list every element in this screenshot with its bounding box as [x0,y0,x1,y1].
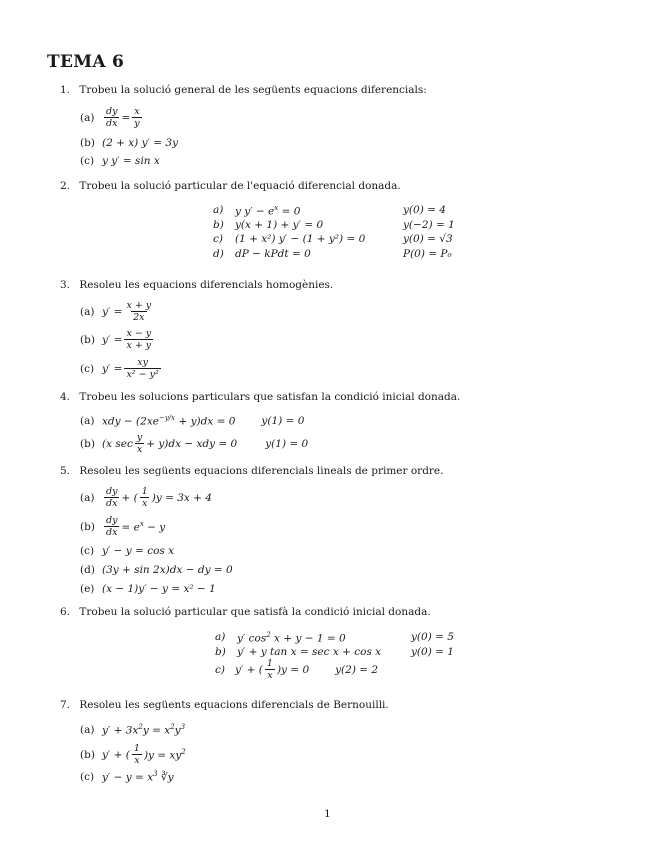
row-equation: y(x + 1) + y′ = 0 [235,218,324,231]
problem-4 [60,391,460,403]
problem-7-item-c [80,770,174,784]
initial-condition: y(1) = 0 [261,414,305,427]
problem-6 [60,606,431,618]
lhs: y′ = [102,333,123,346]
row-equation: (1 + x²) y′ − (1 + y²) = 0 [235,233,366,245]
problem-4-item-a [80,414,304,428]
problem-1-item-c [80,155,160,167]
row-label: c) [213,233,223,245]
row-equation: y $y' - e^x = 0$ [235,204,301,218]
equals-sign: = [121,111,131,124]
problem-number: 7. [60,699,71,711]
item-label: (e) [80,583,95,595]
row-label: a) [213,204,224,216]
equation: (x − 1)y′ − y = x² − 1 [102,583,216,595]
problem-3-item-b [80,328,155,351]
fraction [124,328,153,351]
problem-7-item-a [80,723,185,737]
denominator: x [136,444,143,455]
fraction [135,432,144,455]
row-condition: y(0) = 1 [411,645,454,658]
fraction [265,658,275,681]
problem-2 [60,180,401,192]
row-equation: y′ + y tan x = sec x + cos x [237,645,382,658]
expr-post: )y = 3x + 4 [151,491,212,504]
problem-1-item-a [80,106,144,129]
problem-text: Resoleu les següents equacions diferencials lineals de primer ordre. [79,465,444,477]
problem-text: Trobeu la solució particular de l'equació diferencial donada. [79,180,401,192]
problem-number: 2. [60,180,71,192]
row-equation: y′ $\cos^2 x + y - 1 = 0$ [237,631,346,645]
fraction [124,300,153,323]
problem-4-item-b [80,432,308,455]
row-condition: y(0) = √3 [403,233,453,245]
problem-5-item-b [80,515,165,538]
item-label: (c) [80,770,95,783]
fraction [104,486,119,509]
denominator: y [134,118,140,129]
equation: $y' + 3x^2y = x^2y^3$ [102,723,186,737]
denominator: x + y [126,340,152,351]
problem-6-item-c [215,658,378,681]
expr-post: + y)dx − xdy = 0 [146,437,238,450]
problem-5-item-a [80,486,212,509]
expr-post: = $e^x - y$ [121,519,166,534]
equation: (3y + sin 2x)dx − dy = 0 [102,564,233,576]
fraction [132,106,141,129]
expr-post: )y = 0 [276,663,310,676]
problem-text: Resoleu les equacions diferencials homogènies. [79,279,334,291]
item-label: (c) [80,362,95,375]
numerator: x [134,106,140,117]
problem-5 [60,465,444,477]
denominator: 2x [133,312,145,323]
denominator: x [142,498,148,509]
problem-3-item-a [80,300,155,323]
row-label: b) [213,218,224,231]
numerator: dy [106,106,118,117]
item-label: (c) [80,155,95,167]
numerator: y [136,432,143,443]
denominator: dx [106,118,118,129]
problem-text: Trobeu la solució general de les següents equacions diferencials: [79,84,427,96]
initial-condition: y(1) = 0 [265,437,309,450]
problem-text: Trobeu la solució particular que satisfà la condició inicial donada. [79,606,431,618]
expr-mid: + ( [121,491,138,504]
problem-1-item-b [80,137,178,149]
numerator: x − y [126,328,152,339]
problem-number: 3. [60,279,71,291]
lhs: y′ = [102,362,123,375]
row-label: c) [215,663,225,676]
equation: (2 + x) y′ = 3y [102,137,179,149]
item-label: (b) [80,748,95,761]
item-label: (a) [80,305,95,318]
problem-5-item-d [80,564,233,576]
problem-3 [60,279,333,291]
lhs: y′ = [102,305,123,318]
numerator: xy [137,357,148,368]
problem-5-item-e [80,583,216,595]
problem-text: Resoleu les següents equacions diferencials de Bernouilli. [79,699,389,711]
expr-pre: y′ + ( [235,663,263,676]
denominator: x² − y² [126,369,159,380]
problem-5-item-c [80,545,174,557]
item-label: (b) [80,520,95,533]
numerator: 1 [141,486,148,497]
problem-number: 1. [60,84,71,96]
denominator: dx [106,527,118,538]
expr-pre: y′ + ( [102,748,130,761]
item-label: (a) [80,111,95,124]
denominator: dx [106,498,118,509]
row-label: a) [215,631,226,643]
numerator: x + y [126,300,152,311]
item-label: (a) [80,491,95,504]
expr-pre: (x sec [102,437,133,450]
problem-7-item-b [80,743,186,766]
problem-7 [60,699,389,711]
problem-1 [60,84,427,96]
item-label: (b) [80,437,95,450]
row-condition: P(0) = P₀ [403,247,452,260]
numerator: dy [106,486,118,497]
expr-post: )$y = xy^2$ [143,747,186,762]
fraction [104,106,119,129]
item-label: (d) [80,564,95,576]
problem-text: Trobeu les solucions particulars que satisfan la condició inicial donada. [79,391,461,403]
row-condition: y(−2) = 1 [403,218,455,231]
item-label: (a) [80,414,95,427]
row-condition: y(0) = 5 [411,631,454,643]
fraction [104,515,119,538]
numerator: 1 [133,743,140,754]
denominator: x [267,670,273,681]
denominator: x [134,755,140,766]
numerator: dy [106,515,118,526]
equation: y′ − y = cos x [102,545,175,557]
equation: $y' - y = x^3$ ∛y [102,770,174,784]
page-number: 1 [324,808,331,820]
problem-number: 6. [60,606,71,618]
item-label: (b) [80,333,95,346]
numerator: 1 [266,658,273,669]
item-label: (a) [80,723,95,736]
row-label: d) [213,247,224,260]
fraction [124,357,160,380]
fraction [132,743,142,766]
row-equation: dP − kPdt = 0 [235,247,311,260]
row-label: b) [215,645,226,658]
equation: xdy − $(2xe^{-y/x} + y)dx = 0$ [102,414,236,428]
row-condition: y(0) = 4 [403,204,446,216]
equation: y y′ = sin x [102,155,160,167]
fraction [140,486,150,509]
problem-number: 5. [60,465,71,477]
problem-3-item-c [80,357,163,380]
row-condition: y(2) = 2 [335,663,379,676]
item-label: (b) [80,137,95,149]
problem-number: 4. [60,391,71,403]
page-title: TEMA 6 [47,52,125,72]
item-label: (c) [80,545,95,557]
